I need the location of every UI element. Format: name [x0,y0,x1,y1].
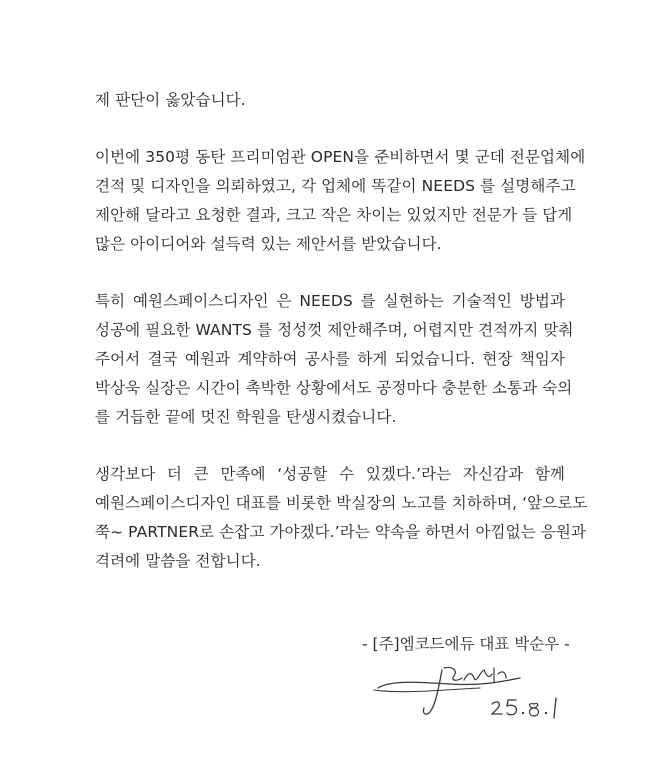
letter-line: 예원스페이스디자인 대표를 비롯한 박실장의 노고를 치하하며, ‘앞으로도 [95,494,588,512]
letter-line: 쭉~ PARTNER로 손잡고 가야겠다.’라는 약속을 하면서 아낌없는 응원과 [95,523,587,541]
letter-line: 를 거듭한 끝에 멋진 학원을 탄생시켰습니다. [95,408,397,426]
letter-line: 주어서 결국 예원과 계약하여 공사를 하게 되었습니다. 현장 책임자 [95,350,565,368]
letter-line: 생각보다 더 큰 만족에 ‘성공할 수 있겠다.’라는 자신감과 함께 [95,465,565,483]
letter-line: 제안해 달라고 요청한 결과, 크고 작은 차이는 있었지만 전문가 들 답게 [95,206,573,224]
letter-line: 성공에 필요한 WANTS 를 정성껏 제안해주며, 어렵지만 견적까지 맞춰 [95,321,574,339]
handwritten-signature [360,660,590,730]
signature-line: - [주]엠코드에듀 대표 박순우 - [362,635,570,653]
letter-line: 이번에 350평 동탄 프리미엄관 OPEN을 준비하면서 몇 군데 전문업체에 [95,148,586,166]
letter-line: 특히 예원스페이스디자인 은 NEEDS 를 실현하는 기술적인 방법과 [95,292,565,310]
letter-line-opening: 제 판단이 옳았습니다. [95,91,246,109]
letter-line: 격려에 말씀을 전합니다. [95,552,261,570]
letter-line: 박상욱 실장은 시간이 촉박한 상황에서도 공정마다 충분한 소통과 숙의 [95,379,573,397]
letter-line: 많은 아이디어와 설득력 있는 제안서를 받았습니다. [95,235,442,253]
letter-line: 견적 및 디자인을 의뢰하였고, 각 업체에 똑같이 NEEDS 를 설명해주고 [95,177,576,195]
